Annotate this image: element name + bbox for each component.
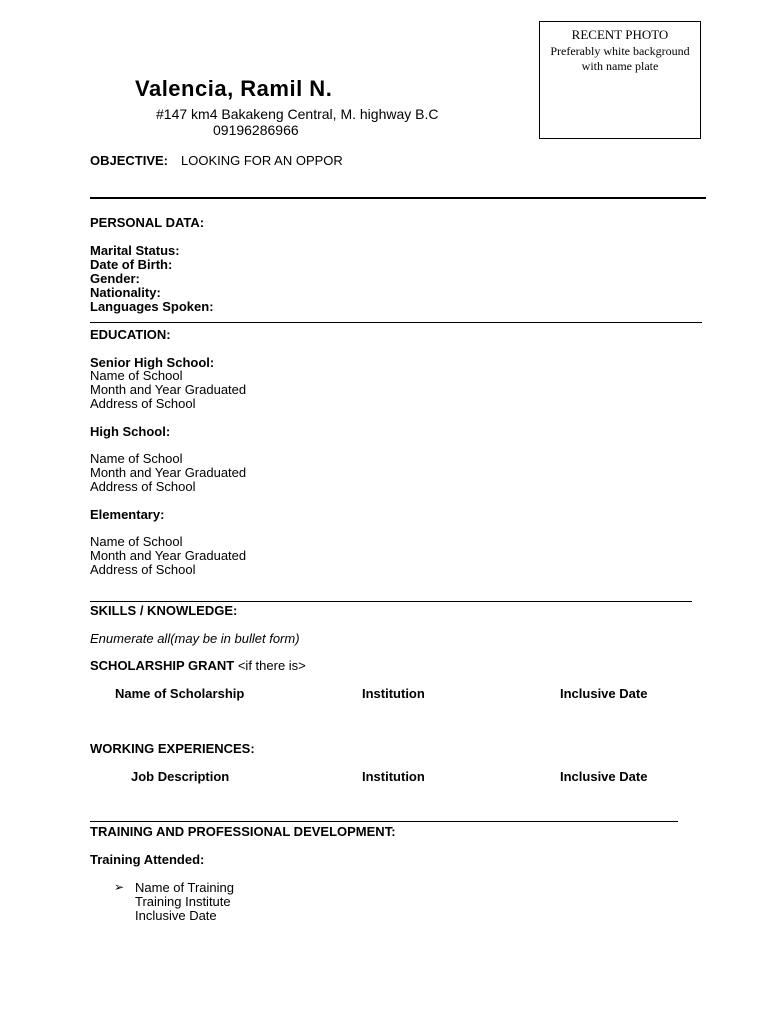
training-date: Inclusive Date [135, 908, 217, 923]
elementary-label: Elementary: [90, 507, 165, 522]
field-marital-status: Marital Status: [90, 243, 180, 258]
field-gender: Gender: [90, 271, 140, 286]
arrow-bullet-icon: ➢ [114, 880, 125, 894]
field-languages: Languages Spoken: [90, 299, 214, 314]
elementary-graduated: Month and Year Graduated [90, 548, 247, 563]
training-sub-heading: Training Attended: [90, 852, 205, 867]
scholarship-line [90, 658, 306, 673]
senior-graduated: Month and Year Graduated [90, 382, 247, 397]
applicant-address: #147 km4 Bakakeng Central, M. highway B.C [156, 106, 439, 122]
field-nationality: Nationality: [90, 285, 161, 300]
divider-work [90, 821, 678, 822]
work-col-institution: Institution [362, 769, 425, 784]
training-institute: Training Institute [135, 894, 231, 909]
personal-data-heading: PERSONAL DATA: [90, 215, 205, 230]
divider-personal [90, 322, 702, 323]
work-col-date: Inclusive Date [560, 769, 648, 784]
objective-label: OBJECTIVE: [90, 153, 169, 168]
photo-placeholder [539, 21, 701, 139]
high-graduated: Month and Year Graduated [90, 465, 247, 480]
photo-note: Preferably white background with name plate [550, 44, 690, 73]
objective-value: LOOKING FOR AN OPPOR [181, 153, 343, 168]
scholarship-note: <if there is> [237, 658, 306, 673]
skills-heading: SKILLS / KNOWLEDGE: [90, 603, 238, 618]
high-school-name: Name of School [90, 451, 183, 466]
scholarship-col-name: Name of Scholarship [115, 686, 245, 701]
scholarship-heading: SCHOLARSHIP GRANT [90, 658, 235, 673]
scholarship-col-date: Inclusive Date [560, 686, 648, 701]
applicant-name: Valencia, Ramil N. [135, 76, 333, 101]
education-heading: EDUCATION: [90, 327, 171, 342]
high-school-label: High School: [90, 424, 171, 439]
work-heading: WORKING EXPERIENCES: [90, 741, 255, 756]
field-date-of-birth: Date of Birth: [90, 257, 173, 272]
elementary-school-name: Name of School [90, 534, 183, 549]
senior-school-name: Name of School [90, 368, 183, 383]
senior-high-label: Senior High School: [90, 355, 215, 370]
training-name: Name of Training [135, 880, 234, 895]
training-heading: TRAINING AND PROFESSIONAL DEVELOPMENT: [90, 824, 396, 839]
work-col-job: Job Description [131, 769, 230, 784]
applicant-phone: 09196286966 [213, 122, 299, 138]
divider-objective [90, 197, 706, 199]
photo-title: RECENT PHOTO [571, 27, 669, 42]
scholarship-col-institution: Institution [362, 686, 425, 701]
senior-address: Address of School [90, 396, 196, 411]
divider-education [90, 601, 692, 602]
high-address: Address of School [90, 479, 196, 494]
elementary-address: Address of School [90, 562, 196, 577]
skills-note: Enumerate all(may be in bullet form) [90, 631, 300, 646]
